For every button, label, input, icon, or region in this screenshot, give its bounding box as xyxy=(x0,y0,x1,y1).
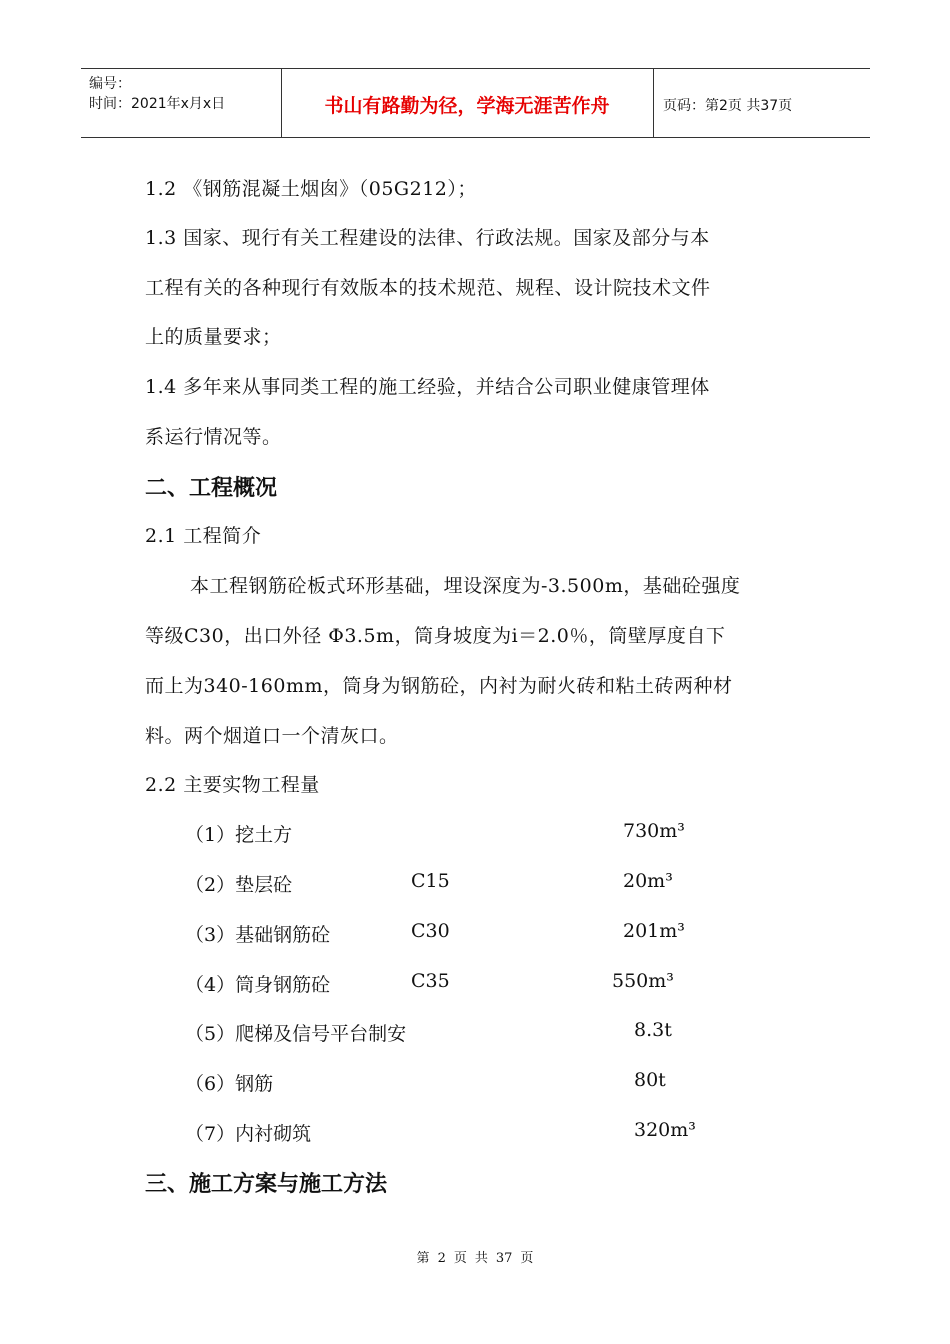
quantity-name: （1）挖土方 xyxy=(185,824,293,846)
quantity-grade: C30 xyxy=(411,920,450,942)
quantity-name: （6）钢筋 xyxy=(185,1073,274,1095)
footer-page-suffix: 页 xyxy=(453,1251,467,1266)
quantity-grade: C15 xyxy=(411,870,450,892)
reference-1-4-line1: 1.4 多年来从事同类工程的施工经验，并结合公司职业健康管理体 xyxy=(145,376,710,398)
quantity-amount: 320m³ xyxy=(634,1119,696,1141)
intro-line3: 而上为340-160mm，筒身为钢筋砼，内衬为耐火砖和粘土砖两种材 xyxy=(145,675,733,697)
section-heading-2: 二、工程概况 xyxy=(145,476,278,501)
section-heading-3: 三、施工方案与施工方法 xyxy=(145,1172,388,1197)
footer-page-number: 2 xyxy=(437,1251,446,1266)
quantity-amount: 8.3t xyxy=(634,1019,672,1041)
footer-total-suffix: 页 xyxy=(520,1251,534,1266)
footer-total-prefix: 共 xyxy=(474,1251,488,1266)
reference-1-2: 1.2 《钢筋混凝土烟囱》（05G212）； xyxy=(145,178,477,200)
header-meta-cell xyxy=(81,69,282,137)
quantity-amount: 80t xyxy=(634,1069,666,1091)
quantity-name: （4）筒身钢筋砼 xyxy=(185,974,331,996)
quantity-amount: 20m³ xyxy=(623,870,673,892)
intro-line1: 本工程钢筋砼板式环形基础，埋设深度为-3.500m，基础砼强度 xyxy=(190,575,741,597)
quantity-amount: 201m³ xyxy=(623,920,685,942)
quantity-name: （5）爬梯及信号平台制安 xyxy=(185,1023,407,1045)
header-motto: 书山有路勤为径，学海无涯苦作舟 xyxy=(324,95,610,117)
header-motto-cell xyxy=(281,69,654,137)
header-page-info: 页码：第2页 共37页 xyxy=(663,98,793,114)
quantity-name: （7）内衬砌筑 xyxy=(185,1123,312,1145)
intro-line2: 等级C30，出口外径 Φ3.5m，筒身坡度为i＝2.0％，筒壁厚度自下 xyxy=(145,625,726,647)
reference-1-3-line1: 1.3 国家、现行有关工程建设的法律、行政法规。国家及部分与本 xyxy=(145,227,710,249)
subsection-2-2: 2.2 主要实物工程量 xyxy=(145,774,320,796)
quantity-name: （3）基础钢筋砼 xyxy=(185,924,331,946)
quantity-amount: 550m³ xyxy=(612,970,674,992)
page-header xyxy=(81,68,870,138)
reference-1-4-line2: 系运行情况等。 xyxy=(145,426,282,448)
quantity-name: （2）垫层砼 xyxy=(185,874,293,896)
page-footer xyxy=(0,1247,950,1266)
intro-line4: 料。两个烟道口一个清灰口。 xyxy=(145,725,399,747)
subsection-2-1: 2.1 工程简介 xyxy=(145,525,262,547)
footer-page-prefix: 第 xyxy=(416,1251,430,1266)
reference-1-3-line3: 上的质量要求； xyxy=(145,326,282,348)
header-page-cell xyxy=(653,69,870,137)
quantity-amount: 730m³ xyxy=(623,820,685,842)
footer-total-number: 37 xyxy=(495,1251,513,1266)
document-number-label: 编号： xyxy=(89,76,131,92)
document-date-label: 时间：2021年x月x日 xyxy=(89,96,226,112)
quantity-grade: C35 xyxy=(411,970,450,992)
reference-1-3-line2: 工程有关的各种现行有效版本的技术规范、规程、设计院技术文件 xyxy=(145,277,711,299)
